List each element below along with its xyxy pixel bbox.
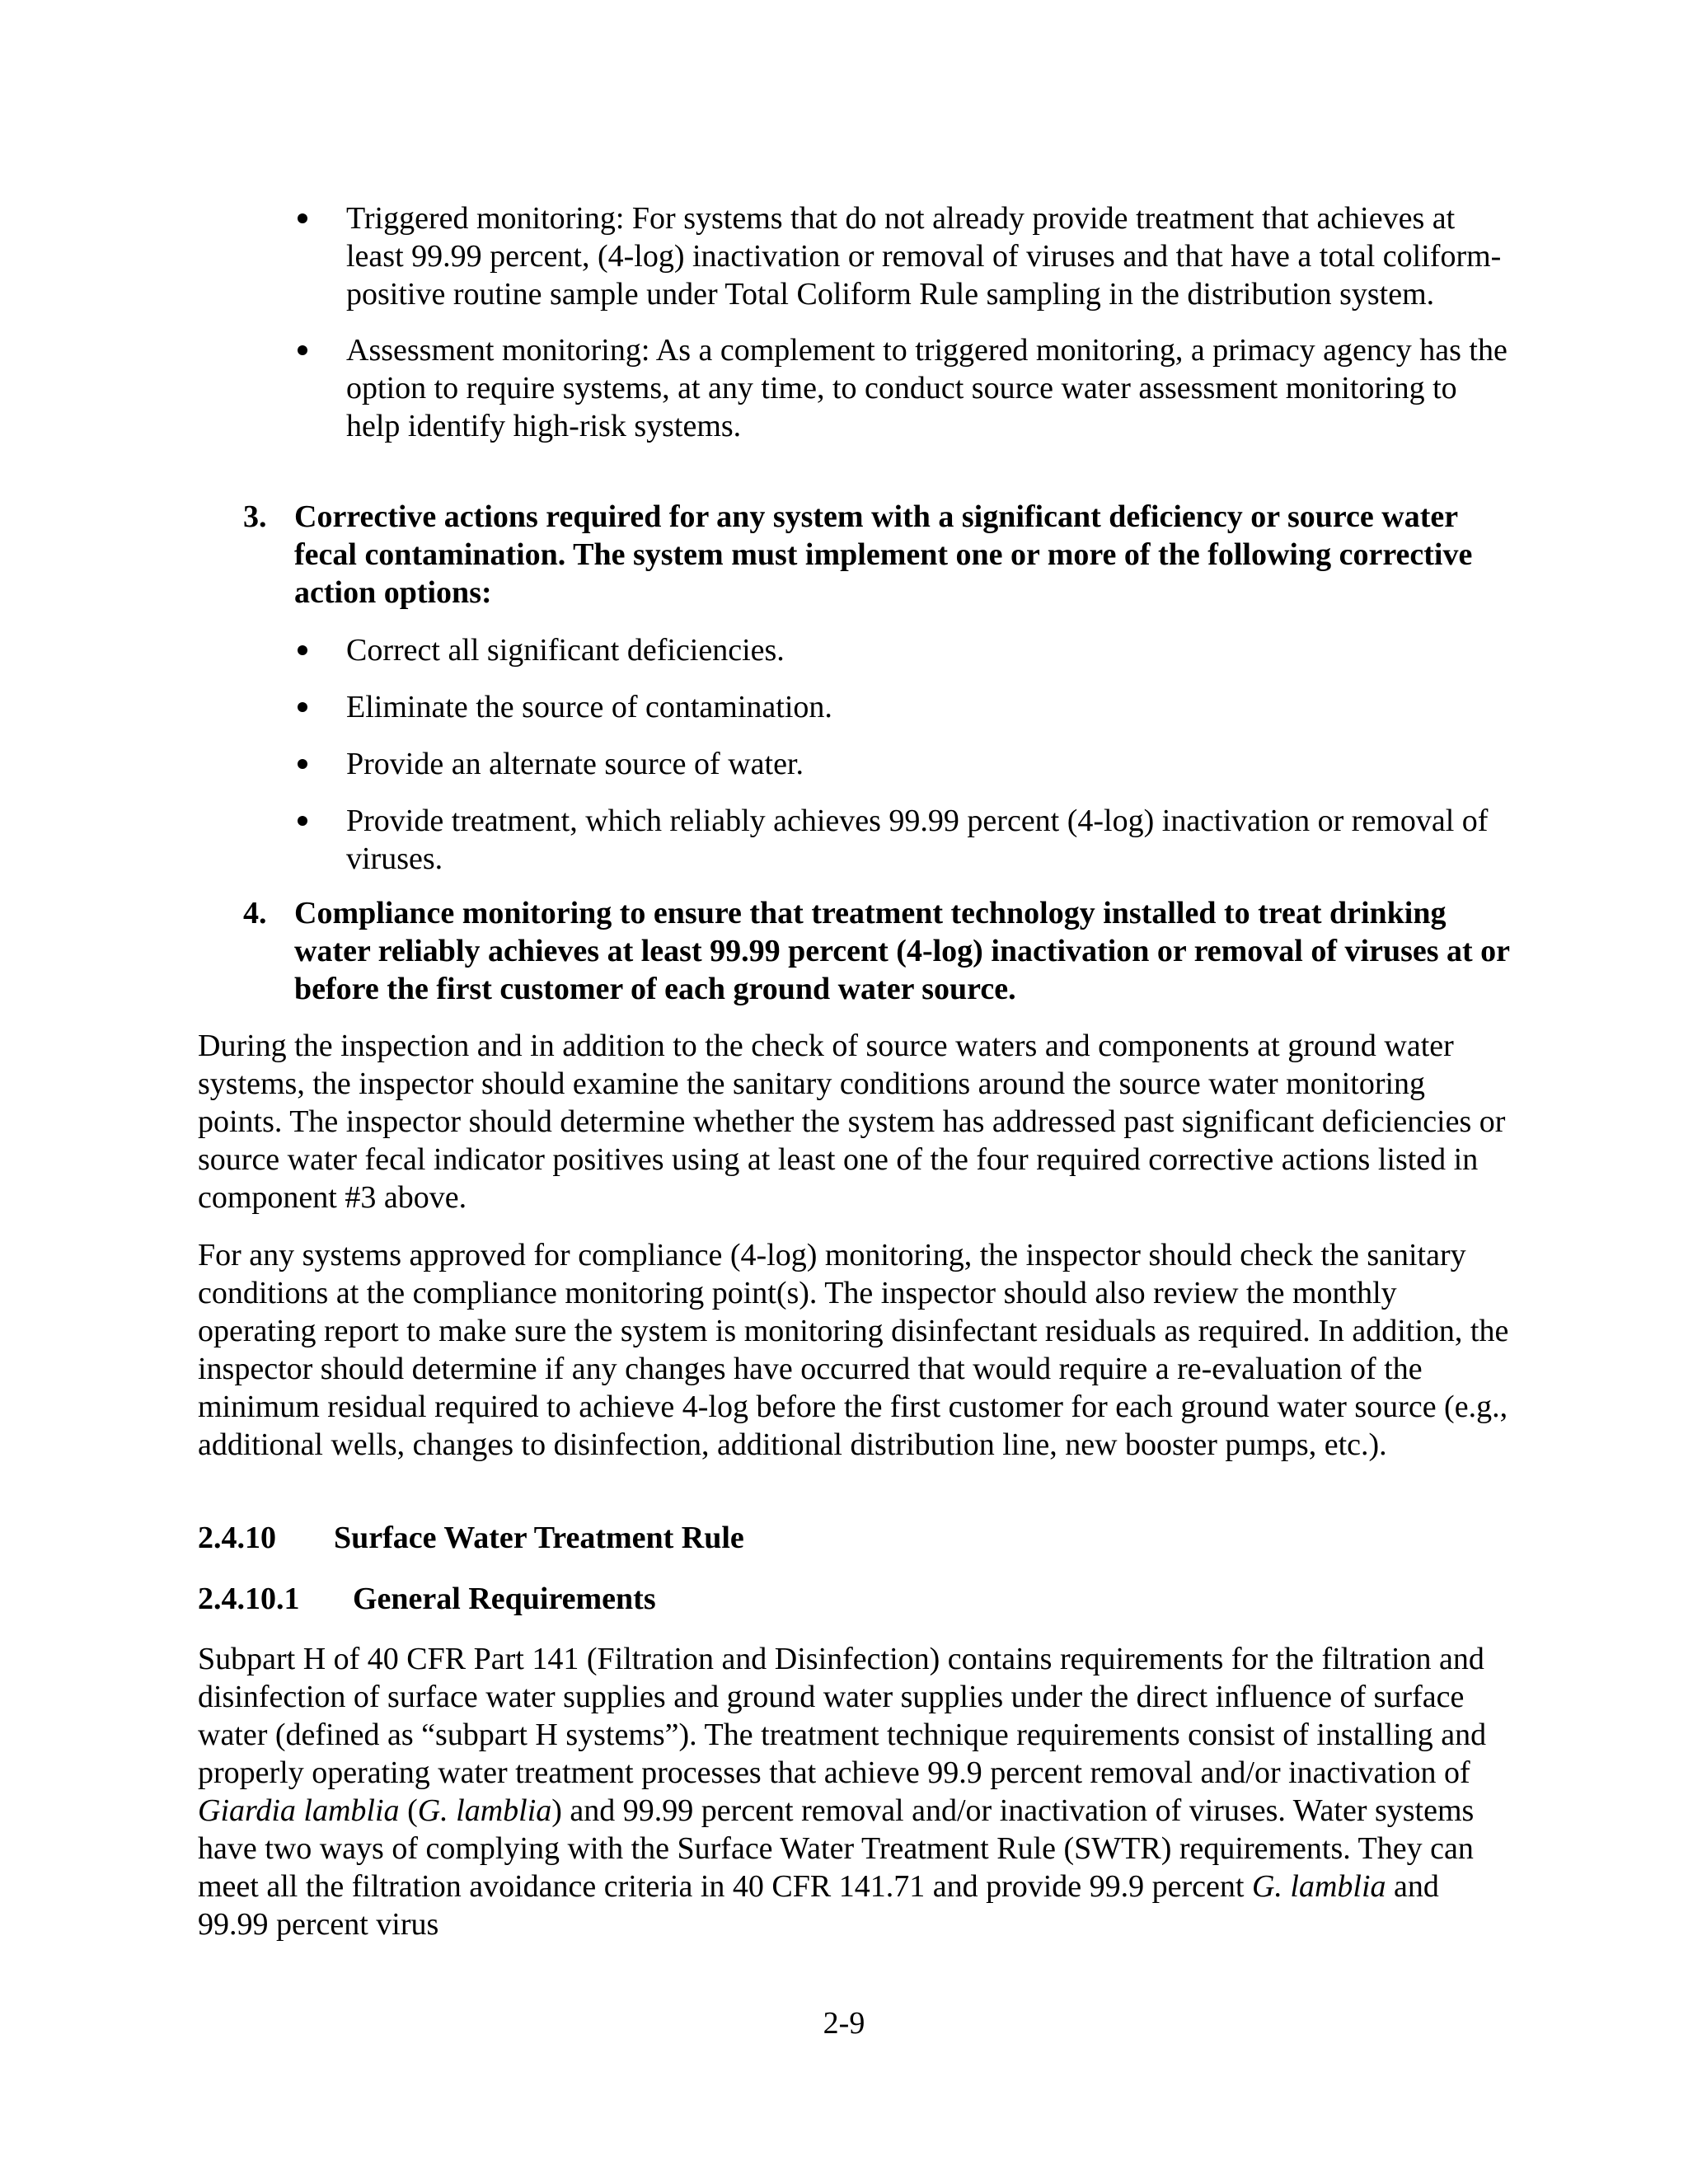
- bullet-icon: [298, 759, 307, 769]
- numbered-item-4: [243, 894, 1512, 1008]
- bullet-text: Triggered monitoring: For systems that do not already provide treatment that achieves at least 99.99 percent, (4-log) inactivation or removal of viruses and that have a total coliform-positive routine sample under Total Coliform Rule sampling in the distribution system.: [346, 201, 1502, 312]
- bullet-triggered-monitoring: [346, 199, 1517, 313]
- italic-term: G. lamblia: [417, 1793, 552, 1828]
- bullet-correct-deficiencies: [346, 631, 1517, 669]
- page-number: 2-9: [823, 2006, 865, 2041]
- section-heading-2-4-10-1: [198, 1580, 656, 1618]
- italic-term: G. lamblia: [1251, 1869, 1386, 1904]
- bullet-assessment-monitoring: [346, 331, 1517, 445]
- italic-term: Giardia lamblia: [198, 1793, 400, 1828]
- paragraph-compliance-monitoring: For any systems approved for compliance (4-log) monitoring, the inspector should check the sanitary conditions at the compliance monitoring point(s). The inspector should also review the monthly operating report to make sure the system is monitoring disinfectant residuals as required. In addition, the inspector should determine if any changes have occurred that would require a re-evaluation of the minimum residual required to achieve 4-log before the first customer for each ground water source (e.g., additional wells, changes to disinfection, additional distribution line, new booster pumps, etc.).: [198, 1238, 1509, 1462]
- bullet-text: Assessment monitoring: As a complement to triggered monitoring, a primacy agency has the option to require systems, at any time, to conduct source water assessment monitoring to help identify high-risk systems.: [346, 333, 1507, 443]
- bullet-icon: [298, 645, 307, 655]
- section-heading-2-4-10: [198, 1519, 744, 1557]
- heading-number: 2.4.10.1: [198, 1582, 300, 1616]
- bullet-provide-treatment: [346, 802, 1517, 878]
- paragraph-general-requirements: [198, 1640, 1517, 1943]
- bullet-eliminate-source: [346, 688, 1517, 726]
- paragraph-inspection: During the inspection and in addition to the check of source waters and components at ground water systems, the inspector should examine the sanitary conditions around the source water monitoring points. The inspector should determine whether the system has addressed past significant deficiencies or source water fecal indicator positives using at least one of the four required corrective actions listed in component #3 above.: [198, 1029, 1506, 1215]
- monitoring-bullet-list: [346, 199, 1517, 445]
- bullet-icon: [298, 213, 307, 223]
- heading-title: General Requirements: [353, 1582, 656, 1616]
- heading-number: 2.4.10: [198, 1521, 276, 1555]
- item-text: Corrective actions required for any system with a significant deficiency or source water fecal contamination. The system must implement one or more of the following corrective action options:: [294, 499, 1473, 610]
- item-number: 3.: [243, 499, 267, 534]
- bullet-text: Provide treatment, which reliably achieves 99.99 percent (4-log) inactivation or removal of viruses.: [346, 804, 1489, 876]
- item-text: Compliance monitoring to ensure that treatment technology installed to treat drinking water reliably achieves at least 99.99 percent (4-log) inactivation or removal of viruses at or before the first customer of each ground water source.: [294, 896, 1510, 1006]
- text-run: ) and 99.99 percent removal and/or inactivation of viruses. Water systems have two ways of complying with the Surface Water Treatment Rule (SWTR) requirements. They can meet all the filtration avoidance criteria in 40 CFR 141.71 and provide 99.9 percent: [198, 1793, 1475, 1904]
- bullet-text: Correct all significant deficiencies.: [346, 633, 785, 668]
- text-run: (: [399, 1793, 418, 1828]
- numbered-item-3: [243, 498, 1512, 612]
- bullet-icon: [298, 702, 307, 712]
- bullet-text: Provide an alternate source of water.: [346, 747, 804, 781]
- heading-title: Surface Water Treatment Rule: [334, 1521, 744, 1555]
- bullet-text: Eliminate the source of contamination.: [346, 690, 832, 724]
- bullet-icon: [298, 345, 307, 355]
- text-run: Subpart H of 40 CFR Part 141 (Filtration and Disinfection) contains requirements for the filtration and disinfection of surface water supplies and ground water supplies under the direct influence of surface water (defined as “subpart H systems”). The treatment technique requirements consist of installing and properly operating water treatment processes that achieve 99.9 percent removal and/or inactivation of: [198, 1642, 1487, 1790]
- bullet-icon: [298, 816, 307, 826]
- text-run: and 99.99 percent virus: [198, 1869, 1439, 1942]
- corrective-bullet-list: [346, 631, 1517, 878]
- bullet-alternate-source: [346, 745, 1517, 783]
- item-number: 4.: [243, 896, 267, 930]
